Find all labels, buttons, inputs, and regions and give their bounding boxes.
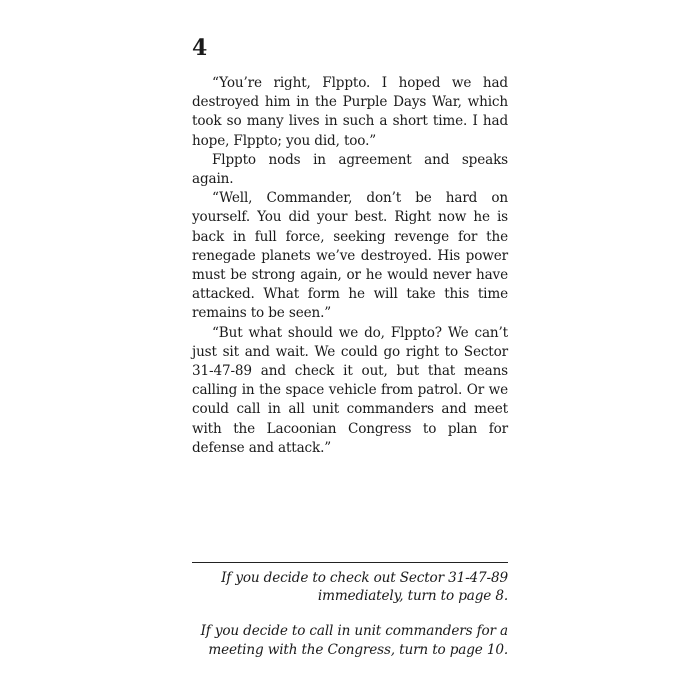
choice-line: immediately, turn to page 8. bbox=[317, 588, 508, 605]
choice-line: meeting with the Congress, turn to page 10. bbox=[208, 641, 508, 658]
choice-line: If you decide to check out Sector 31-47-89 bbox=[221, 570, 508, 586]
choice-check-sector bbox=[192, 569, 508, 605]
paragraph: “You’re right, Flppto. I hoped we had destroyed him in the Purple Days War, which took so many lives in such a short time. I had hope, Flppto; you did, too.” bbox=[192, 75, 508, 149]
choice-line: If you decide to call in unit commanders for a bbox=[200, 623, 508, 640]
story-text bbox=[192, 74, 508, 458]
choice-call-commanders bbox=[192, 622, 508, 658]
paragraph: “Well, Commander, don’t be hard on yourself. You did your best. Right now he is back in full force, seeking revenge for the renegade planets we’ve destroyed. His power must be strong again, or he would never have attacked. What form he will take this time remains to be seen.” bbox=[192, 190, 508, 322]
paragraph: “But what should we do, Flppto? We can’t just sit and wait. We could go right to Sector 31-47-89 and check it out, but that means calling in the space vehicle from patrol. Or we could call in all unit commanders and meet with the Lacoonian Congress to plan for defense and attack.” bbox=[192, 324, 508, 456]
page-number: 4 bbox=[192, 35, 208, 61]
choices-section bbox=[192, 569, 508, 676]
choices-divider bbox=[192, 562, 508, 563]
paragraph: Flppto nods in agreement and speaks again. bbox=[192, 151, 508, 188]
